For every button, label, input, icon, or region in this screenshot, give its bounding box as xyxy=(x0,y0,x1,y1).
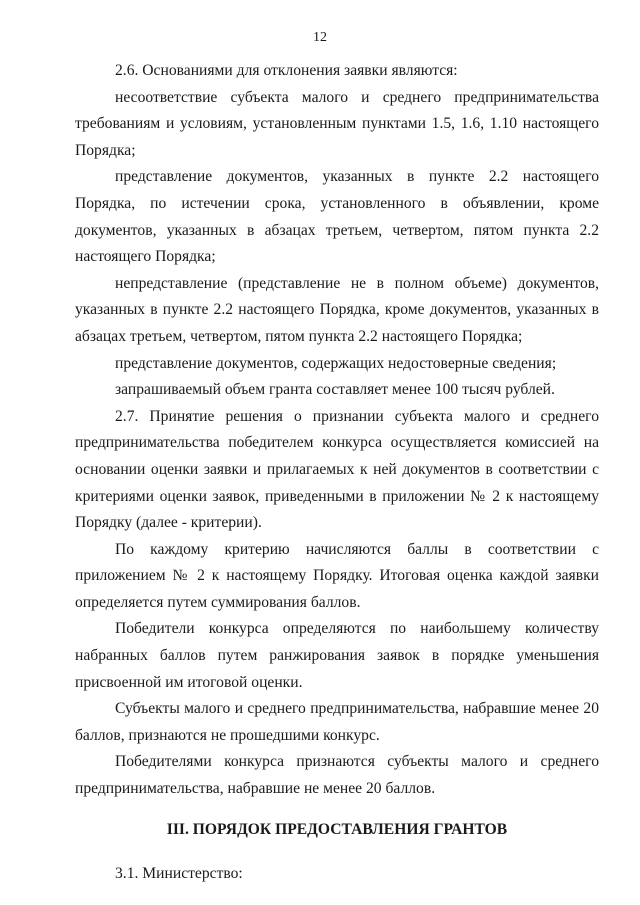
paragraph-rejection-grant-amount: запрашиваемый объем гранта составляет менее 100 тысяч рублей. xyxy=(115,381,555,399)
paragraph-winners-ranking: Победители конкурса определяются по наибольшему количеству набранных баллов путем ранжирования заявок в порядке уменьшения присвоенной им итоговой оценки. xyxy=(75,620,599,691)
paragraph-rejection-noncompliance: несоответствие субъекта малого и среднего предпринимательства требованиям и условиям, установленным пунктами 1.5, 1.6, 1.10 настоящего Порядка; xyxy=(75,88,599,159)
paragraph-minimum-score-fail: Субъекты малого и среднего предпринимательства, набравшие менее 20 баллов, признаются не прошедшими конкурс. xyxy=(75,700,599,744)
paragraph-rejection-incomplete-documents: непредставление (представление не в полном объеме) документов, указанных в пункте 2.2 настоящего Порядка, кроме документов, указанных в абзацах третьем, четвертом, пятом пункта 2.2 настоящего Порядка; xyxy=(75,274,599,345)
paragraph-rejection-false-information: представление документов, содержащих недостоверные сведения; xyxy=(115,354,557,372)
paragraph-rejection-late-submission: представление документов, указанных в пункте 2.2 настоящего Порядка, по истечении срока, установленного в объявлении, кроме документов, указанных в абзацах третьем, четвертом, пятом пункта 2.2 настоящего Порядка; xyxy=(75,168,599,266)
paragraph-2-6-heading: 2.6. Основаниями для отклонения заявки являются: xyxy=(115,62,458,79)
paragraph-minimum-score-win: Победителями конкурса признаются субъекты малого и среднего предпринимательства, набравшие не менее 20 баллов. xyxy=(75,753,599,798)
section-title-grant-procedure: III. ПОРЯДОК ПРЕДОСТАВЛЕНИЯ ГРАНТОВ xyxy=(166,820,508,838)
document-body xyxy=(75,58,599,887)
page-number: 12 xyxy=(313,30,327,45)
paragraph-3-1-ministry: 3.1. Министерство: xyxy=(115,864,243,882)
paragraph-2-7-decision: 2.7. Принятие решения о признании субъекта малого и среднего предпринимательства победителем конкурса осуществляется комиссией на основании оценки заявки и прилагаемых к ней документов в соответствии с критериями оценки заявок, приведенными в приложении № 2 к настоящему Порядку (далее - критерии). xyxy=(75,407,599,532)
paragraph-scoring-criteria: По каждому критерию начисляются баллы в соответствии с приложением № 2 к настоящему Порядку. Итоговая оценка каждой заявки определяется путем суммирования баллов. xyxy=(75,540,599,611)
